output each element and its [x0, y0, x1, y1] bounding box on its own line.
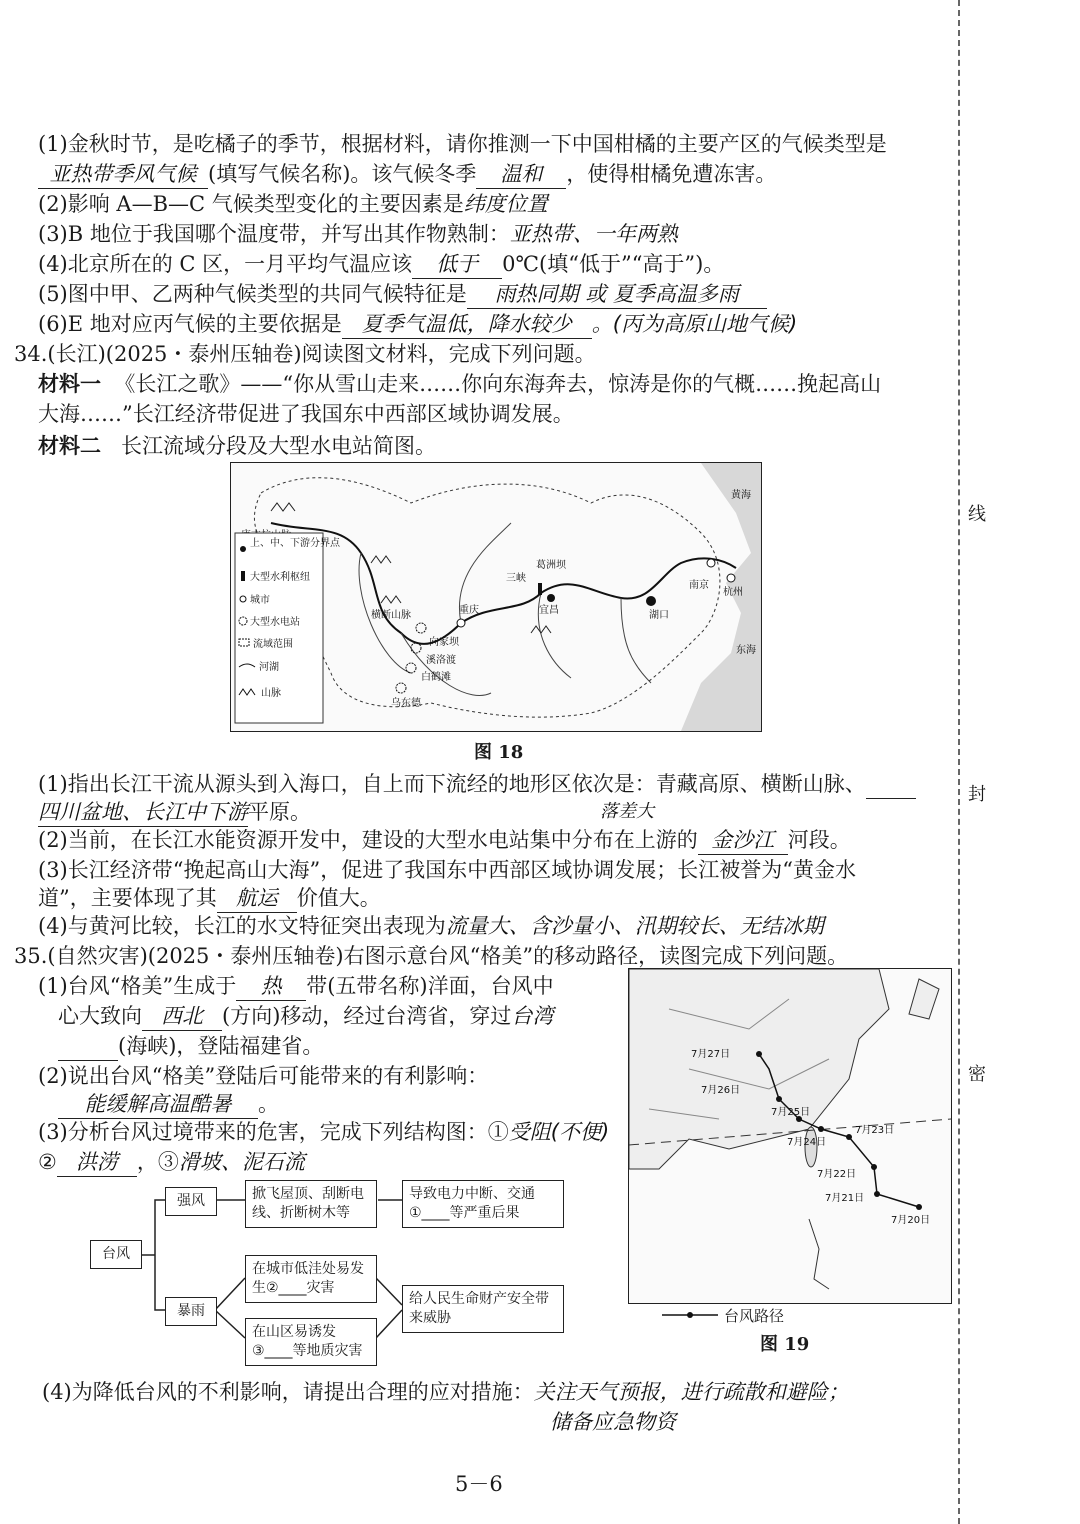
answer-basis-note: 。(丙为高原山地气候) — [591, 312, 798, 336]
answer-factor: 纬度位置 — [463, 192, 548, 216]
q35-3-a: (3)分析台风过境带来的危害，完成下列结构图：① — [38, 1120, 509, 1144]
binding-line — [958, 0, 960, 1524]
station-wudongde — [396, 683, 406, 693]
q35-4 — [42, 1378, 849, 1406]
q34-1 — [38, 770, 916, 799]
q33-2 — [38, 190, 548, 218]
q34-m1-2: 大海……”长江经济带促进了我国东中西部区域协调发展。 — [38, 402, 574, 426]
q35-1-line2 — [58, 1002, 553, 1031]
label-yichang: 宜昌 — [539, 605, 559, 616]
flow-rain-city: 在城市低洼处易发生②____灾害 — [245, 1255, 377, 1303]
q34-4-text: (4)与黄河比较，长江的水文特征突出表现为 — [38, 914, 446, 938]
flow-rain-mountain: 在山区易诱发③____等地质灾害 — [245, 1318, 377, 1366]
dam-sanxia — [538, 583, 542, 595]
label-hukou: 湖口 — [649, 610, 669, 621]
legend-5: 河湖 — [259, 662, 279, 673]
q33-1-line2 — [38, 160, 776, 189]
sea-area — [681, 463, 761, 731]
root-branch-line — [140, 1200, 165, 1310]
label-wudongde: 乌东德 — [391, 698, 421, 709]
boundary-yichang — [547, 594, 555, 602]
answer-zone: 亚热带、一年两熟 — [509, 222, 678, 246]
q34-1-a: (1)指出长江干流从源头到入海口，自上而下流经的地形区依次是：青藏高原、横断山脉、 — [38, 772, 866, 796]
date-6: 7月26日 — [701, 1085, 741, 1096]
answer-basis: 夏季气温低，降水较少 — [342, 310, 592, 339]
q33-6 — [38, 310, 797, 339]
flow-wind-result: 导致电力中断、交通①____等严重后果 — [402, 1180, 564, 1228]
date-4: 7月24日 — [787, 1137, 827, 1148]
q34-3-b: 道”，主要体现了其 — [38, 886, 217, 910]
q35-1 — [38, 972, 554, 1001]
label-xiluodu: 溪洛渡 — [426, 655, 456, 666]
boundary-hukou — [646, 596, 656, 606]
label-huanghai: 黄海 — [731, 490, 751, 501]
q33-5-text: (5)图中甲、乙两种气候类型的共同气候特征是 — [38, 282, 467, 306]
track-point-0723 — [846, 1134, 852, 1140]
q34-4 — [38, 912, 824, 940]
date-3: 7月23日 — [855, 1125, 895, 1136]
q33-4-a: (4)北京所在的 C 区，一月平均气温应该 — [38, 252, 413, 276]
rain-arrows — [215, 1278, 245, 1338]
legend-2: 城市 — [250, 595, 270, 606]
rain-result-arrows — [376, 1278, 402, 1338]
q35-1-b: 带(五带名称)洋面，台风中 — [306, 974, 554, 998]
q33-3-text: (3)B 地位于我国哪个温度带，并写出其作物熟制： — [38, 222, 510, 246]
legend-track-label: 台风路径 — [724, 1307, 785, 1325]
legend-4: 流域范围 — [253, 639, 293, 650]
fig18-caption: 图 18 — [474, 742, 524, 763]
answer-direction: 西北 — [142, 1002, 222, 1031]
q34-3-line2 — [38, 884, 381, 913]
answer-winter: 温和 — [476, 160, 566, 189]
q34-1-line2 — [38, 798, 311, 827]
answer-temp: 低于 — [412, 250, 502, 279]
note-luocha: 落差大 — [600, 801, 654, 822]
date-1: 7月21日 — [825, 1193, 865, 1204]
legend-6: 山脉 — [261, 688, 281, 699]
yangtze-map — [230, 462, 762, 732]
answer-hydro: 流量大、含沙量小、汛期较长、无结冰期 — [445, 914, 824, 938]
q35-2 — [38, 1062, 488, 1090]
answer-common: 雨热同期 或 夏季高温多雨 — [467, 280, 767, 309]
track-point-0726 — [776, 1096, 782, 1102]
label-nanjing: 南京 — [689, 580, 709, 591]
city-hangzhou — [727, 574, 735, 582]
q33-2-text: (2)影响 A—B—C 气候类型变化的主要因素是 — [38, 192, 464, 216]
typhoon-map — [628, 968, 952, 1304]
q33-3 — [38, 220, 678, 248]
q33-1-c: ，使得柑橘免遭冻害。 — [566, 162, 777, 186]
date-5: 7月25日 — [771, 1107, 811, 1118]
label-baihetan: 白鹤滩 — [421, 672, 451, 683]
q34-2-a: (2)当前，在长江水能资源开发中，建设的大型水电站集中分布在上游的 — [38, 828, 698, 852]
answer-zone5: 热 — [236, 972, 306, 1001]
flow-wind-effect: 掀飞屋顶、刮断电线、折断树木等 — [245, 1180, 377, 1228]
track-point-0722 — [871, 1164, 877, 1170]
m1-label: 材料一 — [38, 371, 101, 396]
margin-label-mi: 密 — [968, 1064, 986, 1085]
q33-6-text: (6)E 地对应丙气候的主要依据是 — [38, 312, 342, 336]
track-point-0720 — [916, 1204, 922, 1210]
q35-4-line2 — [550, 1408, 676, 1436]
q35-3-line2: ② 洪涝 ，③滑坡、泥石流 — [38, 1148, 305, 1177]
flow-rain-result: 给人民生命财产安全带来威胁 — [402, 1285, 564, 1333]
q34-3-c: 价值大。 — [296, 886, 381, 910]
fig19-caption: 图 19 — [760, 1334, 810, 1355]
q35-3 — [38, 1118, 609, 1146]
answer-value: 航运 — [217, 884, 297, 913]
q35-head: 35.(自然灾害)(2025・泰州压轴卷)右图示意台风“格美”的移动路径，读图完成下列问题。 — [14, 944, 849, 968]
label-gezhouba: 葛洲坝 — [536, 560, 566, 571]
city-chongqing — [457, 619, 465, 627]
date-7: 7月27日 — [691, 1049, 731, 1060]
japan-islands — [909, 979, 939, 1019]
q33-5 — [38, 280, 767, 309]
station-xiangjiaba — [416, 623, 426, 633]
q35-1-d: (方向)移动，经过台湾省，穿过 — [222, 1004, 512, 1028]
answer-terrain: 四川盆地、长江中下游 — [38, 798, 248, 827]
legend-0: 上、中、下游分界点 — [250, 538, 340, 549]
label-hengduan: 横断山脉 — [371, 610, 411, 621]
answer-river: 金沙江 — [698, 826, 788, 855]
track-point-0727 — [756, 1051, 762, 1057]
q35-1-e: (海峡)，登陆福建省。 — [118, 1034, 324, 1058]
m2-label: 材料二 — [38, 433, 101, 458]
q34-3: (3)长江经济带“挽起高山大海”，促进了我国东中西部区域协调发展；长江被誉为“黄金水 — [38, 858, 856, 882]
legend-1: 大型水利枢纽 — [250, 572, 310, 583]
flow-rain: 暴雨 — [165, 1297, 217, 1326]
answer-measure: 关注天气预报，进行疏散和避险； — [533, 1380, 849, 1404]
q35-4-a: (4)为降低台风的不利影响，请提出合理的应对措施： — [42, 1380, 534, 1404]
answer-3: 滑坡、泥石流 — [178, 1150, 305, 1174]
q34-2 — [38, 826, 851, 855]
page-number: 5－6 — [455, 1472, 503, 1496]
legend-city-icon — [240, 596, 246, 602]
answer-1: 受阻(不便) — [508, 1120, 610, 1144]
flow-root: 台风 — [90, 1240, 142, 1269]
q34-2-b: 河段。 — [787, 828, 851, 852]
label-xiangjiaba: 向家坝 — [429, 637, 459, 648]
city-nanjing — [707, 559, 715, 567]
q35-1-c: 心大致向 — [58, 1004, 142, 1028]
q33-1-text: (1)金秋时节，是吃橘子的季节，根据材料，请你推测一下中国柑橘的主要产区的气候类型是 — [38, 132, 887, 156]
label-sanxia: 三峡 — [506, 573, 526, 584]
answer-measure2: 储备应急物资 — [550, 1410, 676, 1434]
q35-1-line3 — [58, 1032, 323, 1061]
philippines — [809, 1219, 829, 1289]
q33-4-b: 0℃(填“低于”“高于”)。 — [502, 252, 725, 276]
label-chongqing: 重庆 — [459, 605, 479, 616]
track-point-0721 — [874, 1191, 880, 1197]
answer-strait: 台湾 — [511, 1004, 554, 1028]
q34-m1 — [38, 370, 881, 398]
date-2: 7月22日 — [817, 1169, 857, 1180]
legend-dam-icon — [241, 571, 245, 581]
margin-label-xian: 线 — [968, 504, 986, 525]
legend-3: 大型水电站 — [250, 617, 300, 628]
legend-boundary-icon — [240, 546, 246, 552]
label-donghai: 东海 — [736, 645, 756, 656]
q34-1-b: 平原。 — [248, 800, 311, 824]
margin-label-feng: 封 — [968, 784, 986, 805]
q35-1-a: (1)台风“格美”生成于 — [38, 974, 237, 998]
q33-4 — [38, 250, 724, 279]
typhoon-map-svg — [629, 969, 951, 1303]
q35-2-line2: 能缓解高温酷暑 。 — [58, 1090, 279, 1119]
answer-climate: 亚热带季风气候 — [38, 160, 208, 189]
q33-1-b: (填写气候名称)。该气候冬季 — [208, 162, 477, 186]
m1-text: 《长江之歌》——“你从雪山走来……你向东海奔去，惊涛是你的气概……挽起高山 — [114, 372, 882, 396]
answer-benefit: 能缓解高温酷暑 — [58, 1090, 258, 1119]
q35-2-a: (2)说出台风“格美”登陆后可能带来的有利影响： — [38, 1064, 489, 1088]
yangtze-map-svg — [231, 463, 761, 731]
label-hangzhou: 杭州 — [723, 587, 743, 598]
q34-head: 34.(长江)(2025・泰州压轴卷)阅读图文材料，完成下列问题。 — [14, 342, 596, 366]
flow-wind: 强风 — [165, 1187, 217, 1216]
date-0: 7月20日 — [891, 1215, 931, 1226]
track-point-0724 — [818, 1126, 824, 1132]
m2-text: 长江流域分段及大型水电站简图。 — [121, 434, 437, 458]
yangtze-main-river — [271, 523, 736, 644]
q34-m2 — [38, 432, 436, 460]
legend-track-icon — [660, 1308, 720, 1322]
answer-2: 洪涝 — [57, 1148, 137, 1177]
